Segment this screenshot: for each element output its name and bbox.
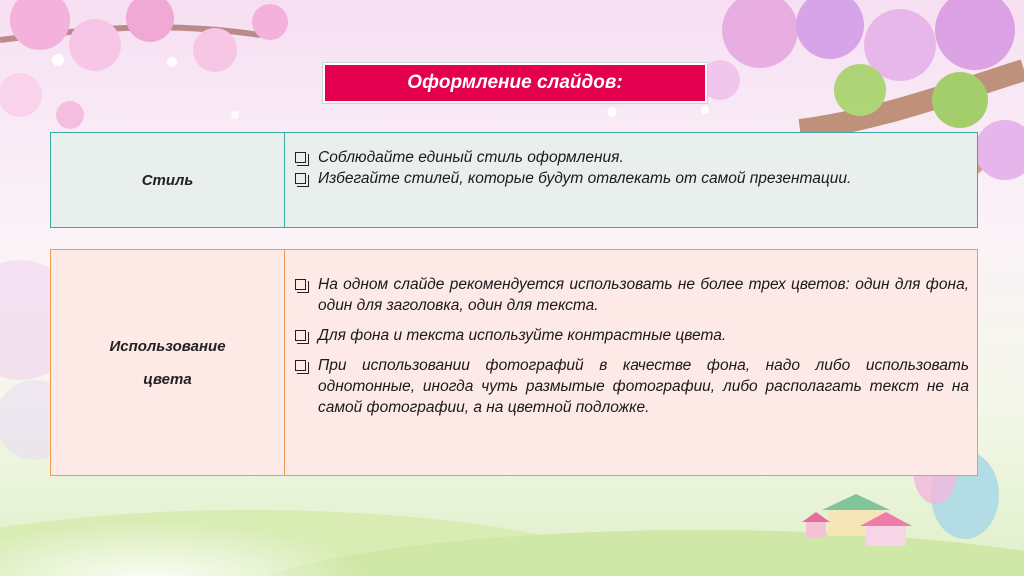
list-item: Соблюдайте единый стиль оформления. (293, 147, 969, 168)
row-label-cell (51, 250, 285, 475)
checkbox-bullet-icon (295, 279, 306, 290)
list-item: Для фона и текста используйте контрастные цвета. (293, 325, 969, 346)
checkbox-bullet-icon (295, 360, 306, 371)
slide-title-box (323, 63, 707, 103)
checkbox-bullet-icon (295, 152, 306, 163)
row-label-cell (51, 133, 285, 227)
table-row-style (50, 132, 978, 228)
row-label-line-2: цвета (143, 370, 192, 388)
row-label-line-1: Использование (109, 337, 226, 355)
slide-title: Оформление слайдов: (407, 72, 623, 93)
row-content-cell (285, 250, 977, 475)
table-row-color (50, 249, 978, 476)
list-item: Избегайте стилей, которые будут отвлекать от самой презентации. (293, 168, 969, 189)
list-item: При использовании фотографий в качестве фона, надо либо использовать однотонные, иногда чуть размытые фотографии, либо располагать текст не на самой фотографии, а на цветной подложке. (293, 355, 969, 418)
blossom-branch-left (0, 0, 288, 129)
checkbox-bullet-icon (295, 173, 306, 184)
checkbox-bullet-icon (295, 330, 306, 341)
row-label: Стиль (141, 171, 194, 189)
list-item: На одном слайде рекомендуется использовать не более трех цветов: один для фона, один для заголовка, один для текста. (293, 274, 969, 316)
row-content-cell (285, 133, 977, 227)
